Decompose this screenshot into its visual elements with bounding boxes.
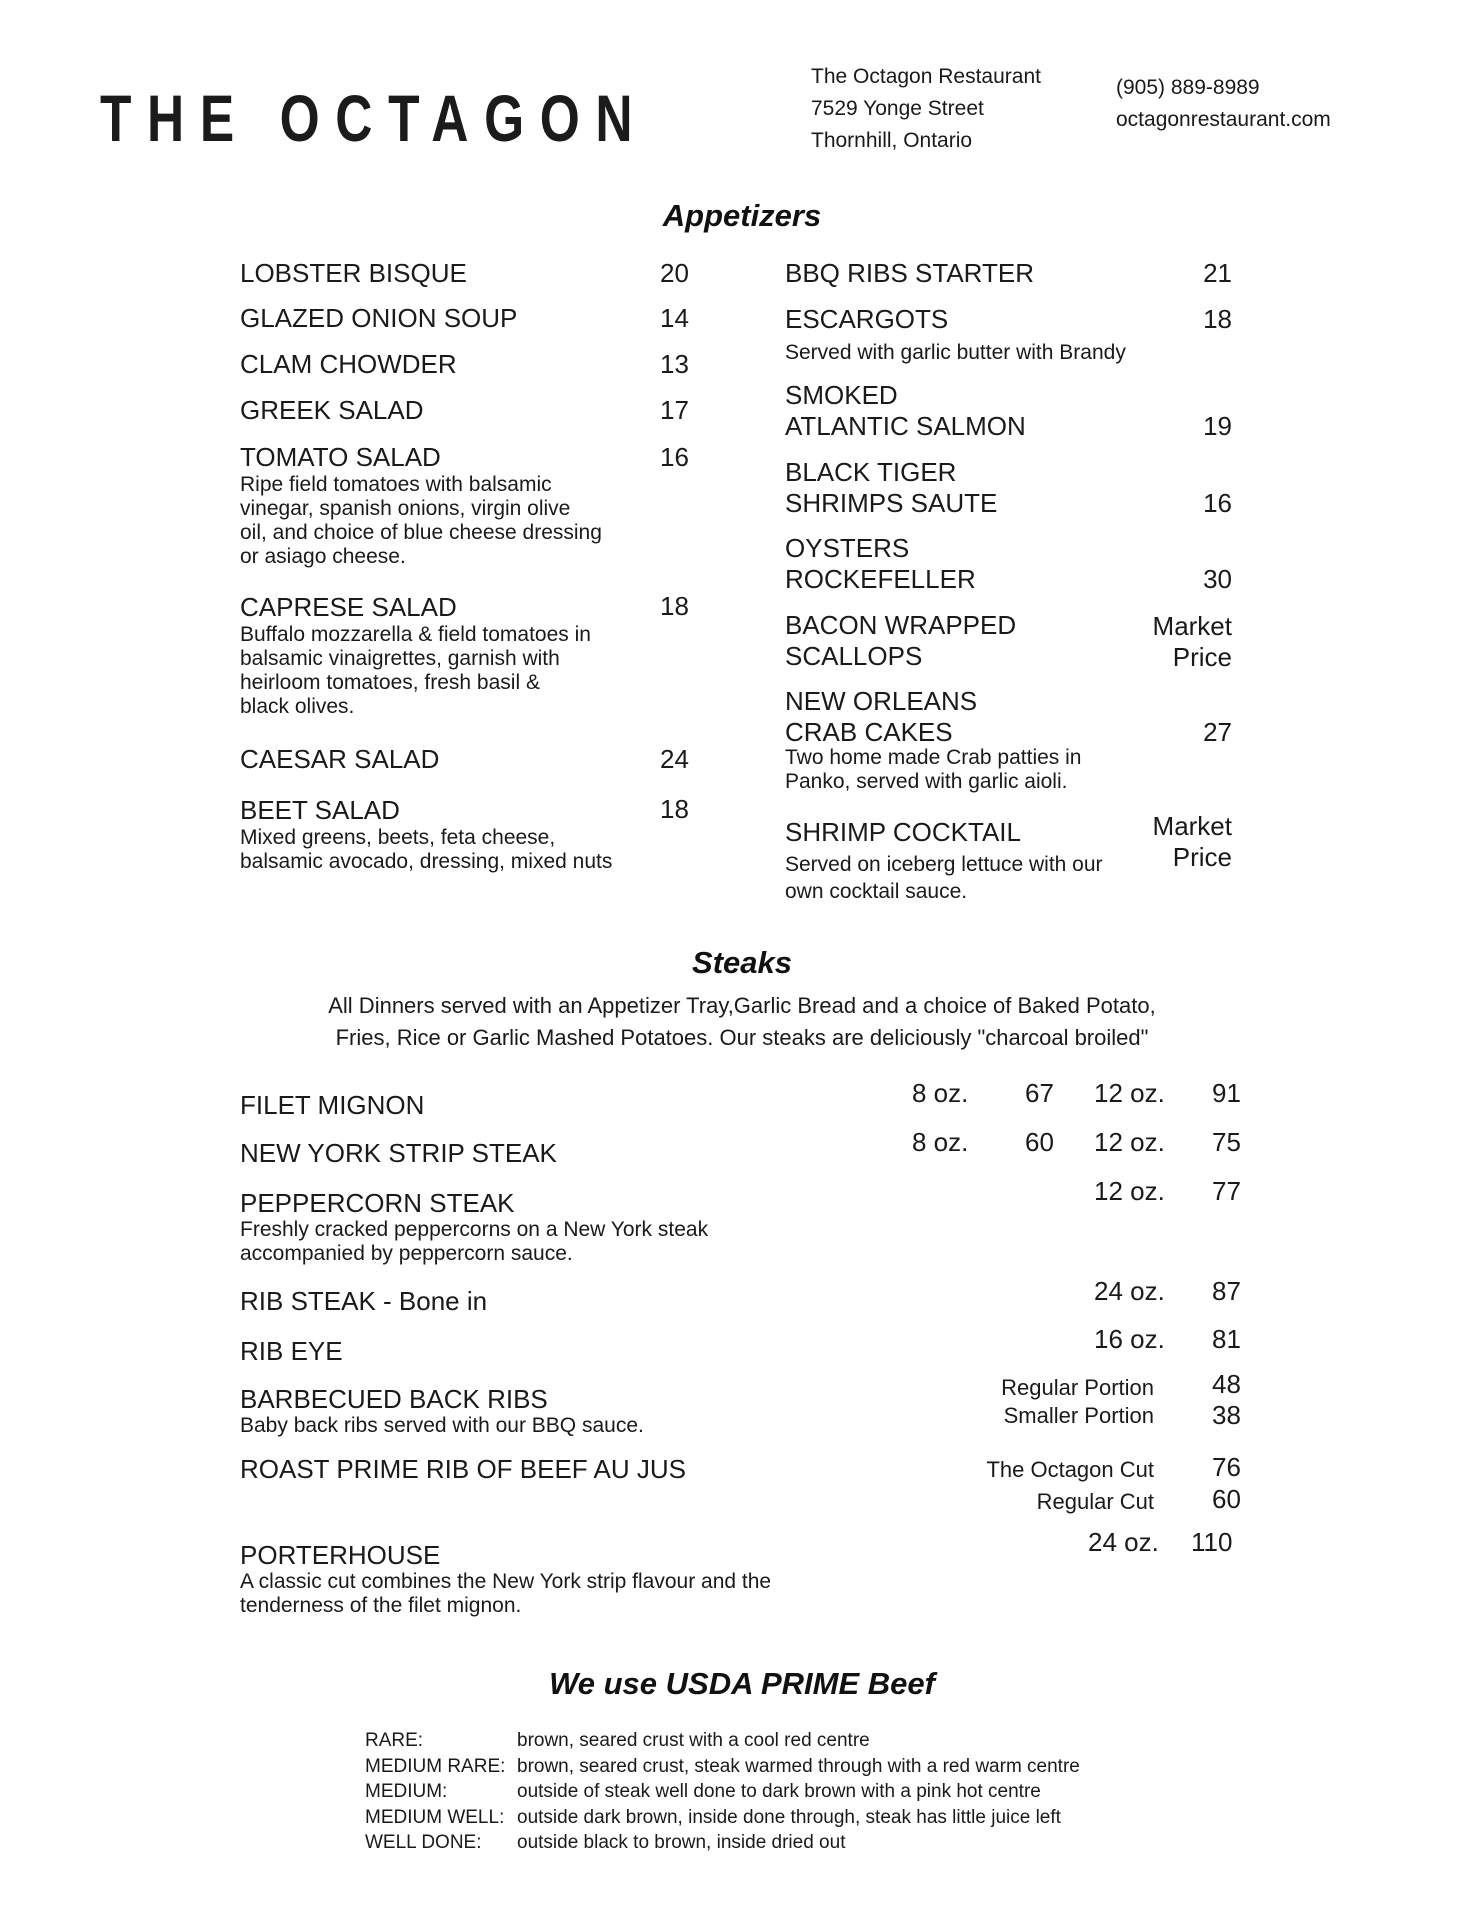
menu-item-name: LOBSTER BISQUE [240,258,467,288]
appetizers-heading: Appetizers [662,198,822,233]
menu-item-name: ROAST PRIME RIB OF BEEF AU JUS [240,1454,686,1484]
name-line: SCALLOPS [785,641,923,671]
menu-item-description [240,1218,708,1266]
menu-item-price [1082,611,1232,673]
description-line: Ripe field tomatoes with balsamic [240,473,552,496]
menu-item-name: SHRIMP COCKTAIL [785,817,1021,847]
portion-label: Smaller Portion [1003,1403,1154,1428]
contact-block [1116,72,1331,136]
size-price: 67 [1025,1078,1054,1108]
name-line: OYSTERS [785,533,910,563]
menu-item-description [240,1570,771,1618]
menu-item-price: 18 [1203,304,1232,334]
description-line: Two home made Crab patties in [785,746,1082,769]
restaurant-logo: THE OCTAGON [100,81,649,155]
menu-item-name: GREEK SALAD [240,395,424,425]
steaks-note [0,990,1484,1054]
menu-item-price: 27 [1203,717,1232,747]
size-label: 12 oz. [1094,1127,1165,1157]
description-line: A classic cut combines the New York strip flavour and the [240,1570,772,1593]
menu-item-name: BARBECUED BACK RIBS [240,1384,548,1414]
cut-price: 60 [1212,1484,1241,1514]
menu-item-price: 16 [660,442,689,472]
menu-item-price: 13 [660,349,689,379]
doneness-level: RARE: [365,1730,424,1751]
doneness-level: MEDIUM RARE: [365,1755,506,1777]
name-line: SHRIMPS SAUTE [785,488,998,518]
menu-item-price: 18 [660,591,689,621]
price-line: Price [1172,842,1232,872]
cut-label: The Octagon Cut [986,1457,1154,1482]
name-line: BLACK TIGER [785,457,957,487]
menu-item-name: CAPRESE SALAD [240,592,457,622]
menu-item-price [1082,811,1232,873]
doneness-level: WELL DONE: [365,1832,482,1853]
description-line: oil, and choice of blue cheese dressing [240,521,602,544]
menu-item-price: 17 [660,395,689,425]
menu-item-name: TOMATO SALAD [240,442,441,472]
doneness-level: MEDIUM WELL: [365,1806,505,1828]
size-price: 110 [1191,1527,1233,1557]
menu-item-name: PORTERHOUSE [240,1540,441,1570]
size-label: 8 oz. [912,1127,969,1157]
description-line: Freshly cracked peppercorns on a New York steak [240,1218,709,1241]
size-price: 91 [1212,1078,1241,1108]
menu-item-name: CAESAR SALAD [240,744,440,774]
menu-item-description [240,473,602,569]
doneness-description: brown, seared crust, steak warmed through with a red warm centre [517,1755,1080,1777]
menu-item-description: Baby back ribs served with our BBQ sauce. [240,1414,644,1437]
menu-item-name: GLAZED ONION SOUP [240,303,518,333]
doneness-row [365,1779,1080,1805]
description-line: Buffalo mozzarella & field tomatoes in [240,623,591,646]
size-label: 12 oz. [1094,1078,1165,1108]
size-price: 87 [1212,1276,1241,1306]
menu-item-name: RIB STEAK - Bone in [240,1286,488,1316]
doneness-description: brown, seared crust with a cool red centre [517,1730,870,1751]
size-label: 12 oz. [1094,1176,1165,1206]
menu-item-description [785,851,1103,905]
portion-price: 48 [1212,1369,1241,1399]
menu-item-name: PEPPERCORN STEAK [240,1188,515,1218]
doneness-guide [365,1728,1080,1856]
menu-item-name [785,533,976,595]
menu-item-name: CLAM CHOWDER [240,349,457,379]
menu-item-price: 21 [1203,258,1232,288]
menu-item-price: 14 [660,303,689,333]
menu-item-price: 24 [660,744,689,774]
description-line: Mixed greens, beets, feta cheese, [240,826,556,849]
cut-price: 76 [1212,1452,1241,1482]
doneness-level: MEDIUM: [365,1781,448,1802]
name-line: CRAB CAKES [785,717,953,747]
size-price: 75 [1212,1127,1241,1157]
doneness-row [365,1830,1080,1856]
portion-label: Regular Portion [1001,1375,1154,1400]
description-line: accompanied by peppercorn sauce. [240,1242,573,1265]
menu-item-description [240,826,612,874]
address-block [811,61,1041,157]
cut-label: Regular Cut [1036,1489,1154,1514]
price-line: Market [1152,811,1232,841]
doneness-description: outside black to brown, inside dried out [517,1832,846,1853]
description-line: balsamic vinaigrettes, garnish with [240,647,560,670]
size-price: 81 [1212,1324,1241,1354]
doneness-row [365,1754,1080,1780]
menu-item-description [785,746,1081,794]
doneness-description: outside dark brown, inside done through, steak has little juice left [517,1806,1061,1828]
doneness-row [365,1728,1080,1754]
usda-heading: We use USDA PRIME Beef [549,1666,935,1701]
menu-item-price: 20 [660,258,689,288]
description-line: black olives. [240,695,355,718]
menu-item-price: 16 [1203,488,1232,518]
website-link[interactable]: octagonrestaurant.com [1116,108,1331,131]
size-label: 8 oz. [912,1078,969,1108]
menu-item-description [240,623,591,719]
description-line: heirloom tomatoes, fresh basil & [240,671,540,694]
description-line: Served on iceberg lettuce with our [785,853,1103,876]
menu-item-name: BEET SALAD [240,795,400,825]
steaks-heading: Steaks [692,945,792,980]
doneness-row [365,1805,1080,1831]
note-line: All Dinners served with an Appetizer Tray,Garlic Bread and a choice of Baked Potato, [328,993,1156,1018]
menu-item-name: NEW YORK STRIP STEAK [240,1138,557,1168]
size-label: 24 oz. [1088,1527,1159,1557]
phone-number[interactable]: (905) 889-8989 [1116,76,1260,99]
menu-item-description: Served with garlic butter with Brandy [785,341,1126,364]
menu-item-name: RIB EYE [240,1336,343,1366]
menu-item-name [785,686,977,748]
portion-price: 38 [1212,1400,1241,1430]
price-line: Market [1152,611,1232,641]
menu-item-name: FILET MIGNON [240,1090,425,1120]
size-label: 24 oz. [1094,1276,1165,1306]
menu-item-price: 18 [660,794,689,824]
description-line: or asiago cheese. [240,545,406,568]
size-price: 60 [1025,1127,1054,1157]
doneness-description: outside of steak well done to dark brown with a pink hot centre [517,1781,1041,1802]
name-line: ROCKEFELLER [785,564,976,594]
size-price: 77 [1212,1176,1241,1206]
address-line: The Octagon Restaurant [811,65,1041,88]
description-line: vinegar, spanish onions, virgin olive [240,497,571,520]
menu-item-name: BBQ RIBS STARTER [785,258,1034,288]
description-line: own cocktail sauce. [785,880,968,903]
size-label: 16 oz. [1094,1324,1165,1354]
menu-item-price: 30 [1203,564,1232,594]
menu-item-name: ESCARGOTS [785,304,949,334]
name-line: SMOKED [785,380,898,410]
address-line: Thornhill, Ontario [811,129,973,152]
name-line: NEW ORLEANS [785,686,978,716]
description-line: tenderness of the filet mignon. [240,1594,522,1617]
address-line: 7529 Yonge Street [811,97,984,120]
name-line: BACON WRAPPED [785,610,1017,640]
description-line: Panko, served with garlic aioli. [785,770,1068,793]
description-line: balsamic avocado, dressing, mixed nuts [240,850,613,873]
menu-item-price: 19 [1203,411,1232,441]
menu-item-name [785,380,1026,442]
name-line: ATLANTIC SALMON [785,411,1026,441]
menu-item-name [785,457,997,519]
price-line: Price [1172,642,1232,672]
menu-item-name [785,610,1016,672]
note-line: Fries, Rice or Garlic Mashed Potatoes. Our steaks are deliciously "charcoal broiled" [335,1025,1149,1050]
